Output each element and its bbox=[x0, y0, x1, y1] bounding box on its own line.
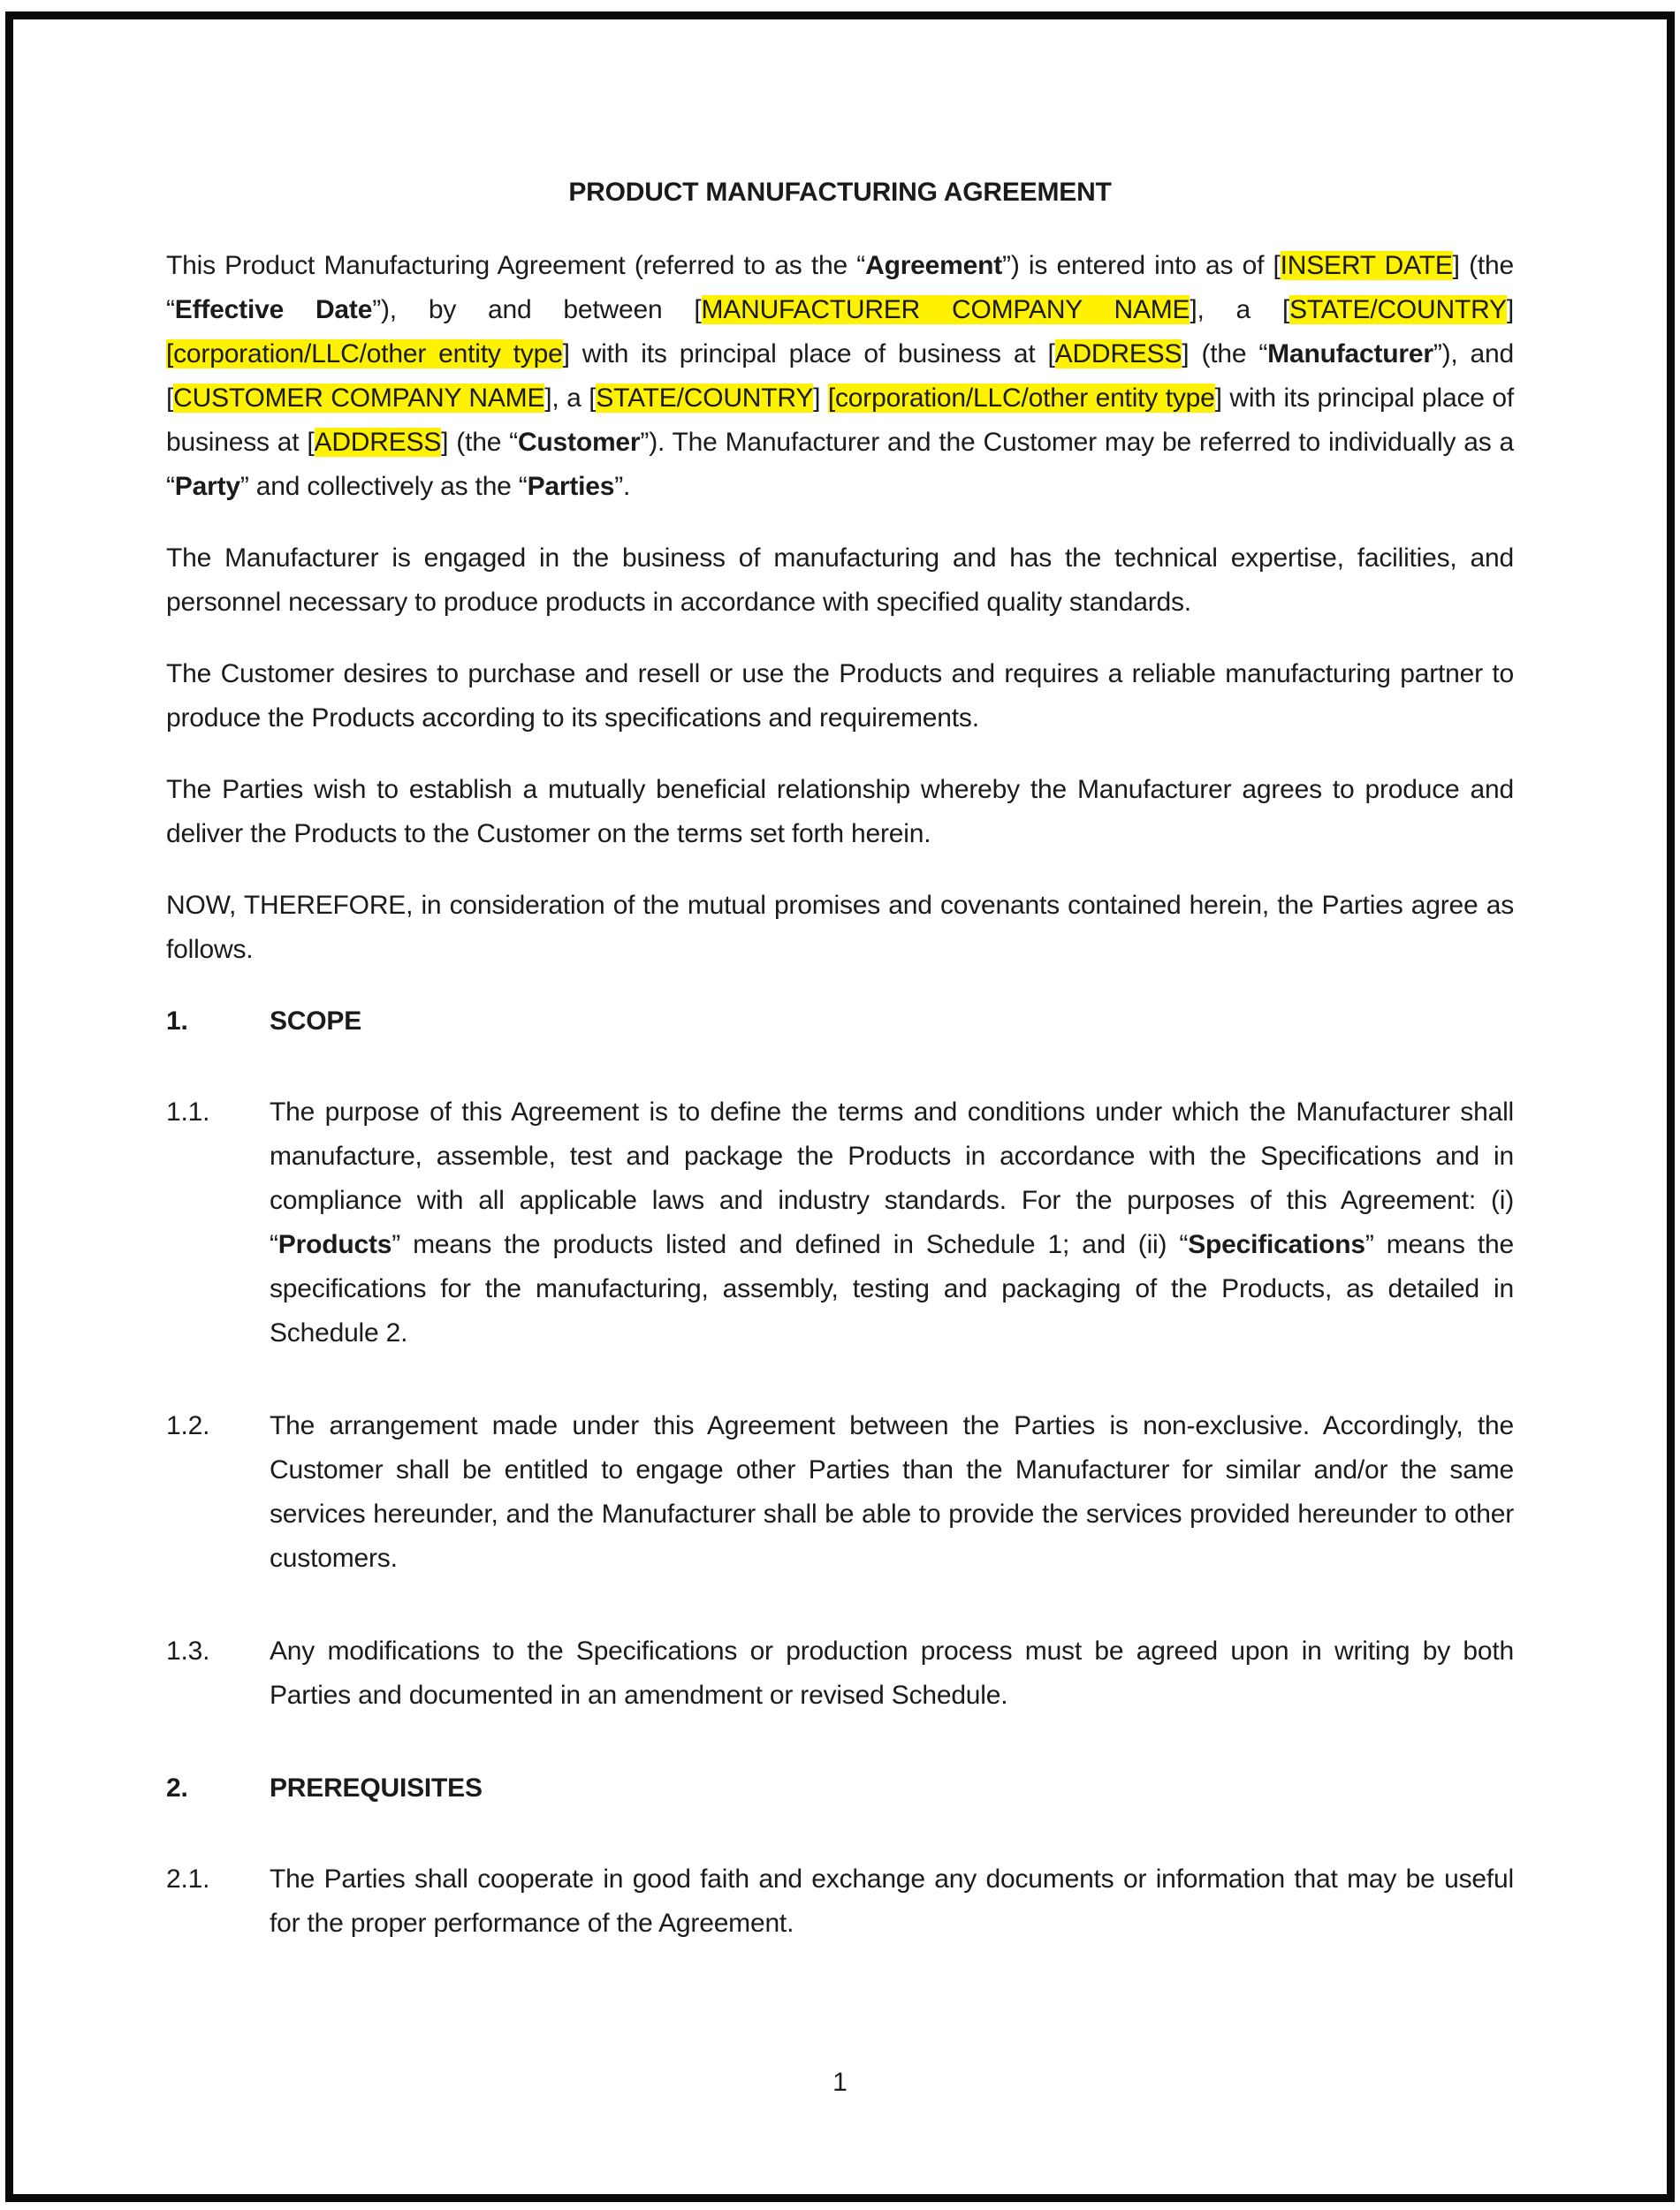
text-run: ” means the products listed and defined in Schedule 1; and (ii) “ bbox=[391, 1230, 1189, 1259]
placeholder-highlight: [corporation/LLC/other entity type bbox=[166, 339, 563, 368]
text-run: ], a [ bbox=[1190, 295, 1290, 324]
text-run: ”. bbox=[614, 472, 631, 501]
text-run: The Parties shall cooperate in good faith and exchange any documents or information that may be useful for the proper performance of the Agreement. bbox=[270, 1864, 1514, 1938]
placeholder-highlight: STATE/COUNTRY bbox=[596, 384, 814, 413]
section-heading-prerequisites bbox=[166, 1766, 1514, 1811]
text-run: ”), by and between [ bbox=[372, 295, 702, 324]
clause-number: 2.1. bbox=[166, 1864, 210, 1894]
text-run: The Parties wish to establish a mutually beneficial relationship whereby the Manufacturer agrees to produce and deliver the Products to the Customer on the terms set forth herein. bbox=[166, 775, 1514, 848]
text-run: The arrangement made under this Agreement between the Parties is non-exclusive. Accordingly, the Customer shall be entitled to engage other Parties than the Manufacturer for similar and/or the same services hereunder, and the Manufacturer shall be able to provide the services provided hereunder to other customers. bbox=[270, 1411, 1514, 1573]
recital-paragraph-parties bbox=[166, 768, 1514, 856]
section-heading-scope bbox=[166, 999, 1514, 1044]
placeholder-highlight: MANUFACTURER COMPANY NAME bbox=[701, 295, 1190, 324]
text-run: ] with its principal place of business at [ bbox=[166, 384, 1514, 457]
text-run: ] bbox=[1506, 295, 1514, 324]
defined-term: Parties bbox=[527, 472, 615, 501]
document-content bbox=[166, 0, 1514, 1994]
text-run: ] (the “ bbox=[1182, 339, 1268, 368]
text-run: The Manufacturer is engaged in the business of manufacturing and has the technical expertise, facilities, and personnel necessary to produce products in accordance with specified quality standards. bbox=[166, 543, 1514, 617]
intro-paragraph-1 bbox=[166, 244, 1514, 509]
clause-number: 1.3. bbox=[166, 1637, 210, 1666]
defined-term: Specifications bbox=[1188, 1230, 1365, 1259]
text-run: ] with its principal place of business at [ bbox=[562, 339, 1055, 368]
text-run: ], a [ bbox=[544, 384, 597, 413]
defined-term: Effective Date bbox=[174, 295, 373, 324]
placeholder-highlight: [corporation/LLC/other entity type bbox=[827, 384, 1215, 413]
clause-text bbox=[270, 1629, 1514, 1718]
placeholder-highlight: CUSTOMER COMPANY NAME bbox=[173, 384, 545, 413]
page-number: 1 bbox=[832, 2068, 848, 2097]
clause-1-2 bbox=[166, 1404, 1514, 1581]
defined-term: Customer bbox=[517, 428, 641, 457]
recital-paragraph-customer bbox=[166, 652, 1514, 740]
defined-term: Products bbox=[277, 1230, 392, 1259]
clause-text bbox=[270, 1404, 1514, 1581]
placeholder-highlight: INSERT DATE bbox=[1280, 251, 1453, 280]
text-run: Any modifications to the Specifications or production process must be agreed upon in writing by both Parties and documented in an amendment or revised Schedule. bbox=[270, 1637, 1514, 1710]
text-run: The Customer desires to purchase and resell or use the Products and requires a reliable manufacturing partner to produce the Products according to its specifications and requirements. bbox=[166, 659, 1514, 733]
defined-term: Manufacturer bbox=[1267, 339, 1433, 368]
placeholder-highlight: STATE/COUNTRY bbox=[1289, 295, 1507, 324]
text-run: ”). The Manufacturer and the Customer may be referred to individually as a “ bbox=[166, 428, 1515, 501]
text-run: The purpose of this Agreement is to define the terms and conditions under which the Manufacturer shall manufacture, assemble, test and package the Products in accordance with the Specifications and in compliance with all applicable laws and industry standards. For the purposes of this Agreement: (i) “ bbox=[270, 1097, 1514, 1259]
clause-2-1 bbox=[166, 1857, 1514, 1946]
clause-1-3 bbox=[166, 1629, 1514, 1718]
section-number: 1. bbox=[166, 1006, 188, 1036]
text-run: ” and collectively as the “ bbox=[239, 472, 528, 501]
defined-term: Agreement bbox=[865, 251, 1003, 280]
text-run: NOW, THEREFORE, in consideration of the mutual promises and covenants contained herein, the Parties agree as follows. bbox=[166, 891, 1514, 964]
section-title: SCOPE bbox=[270, 1006, 362, 1036]
section-number: 2. bbox=[166, 1773, 188, 1803]
clause-1-1 bbox=[166, 1090, 1514, 1356]
text-run: ] (the “ bbox=[166, 251, 1514, 324]
clause-text bbox=[270, 1090, 1514, 1356]
clause-text bbox=[270, 1857, 1514, 1946]
text-run: ] bbox=[813, 384, 828, 413]
now-therefore-paragraph bbox=[166, 884, 1514, 972]
text-run: ”), and [ bbox=[166, 339, 1515, 413]
document-title: PRODUCT MANUFACTURING AGREEMENT bbox=[568, 178, 1112, 207]
defined-term: Party bbox=[174, 472, 240, 501]
section-title: PREREQUISITES bbox=[270, 1773, 483, 1803]
recital-paragraph-manufacturer bbox=[166, 536, 1514, 625]
text-run: ] (the “ bbox=[441, 428, 518, 457]
placeholder-highlight: ADDRESS bbox=[314, 428, 442, 457]
clause-number: 1.2. bbox=[166, 1411, 210, 1440]
placeholder-highlight: ADDRESS bbox=[1054, 339, 1182, 368]
text-run: ”) is entered into as of [ bbox=[1002, 251, 1281, 280]
text-run: ” means the specifications for the manufacturing, assembly, testing and packaging of the Products, as detailed in Schedule 2. bbox=[270, 1230, 1514, 1348]
text-run: This Product Manufacturing Agreement (referred to as the “ bbox=[166, 251, 866, 280]
clause-number: 1.1. bbox=[166, 1097, 210, 1127]
